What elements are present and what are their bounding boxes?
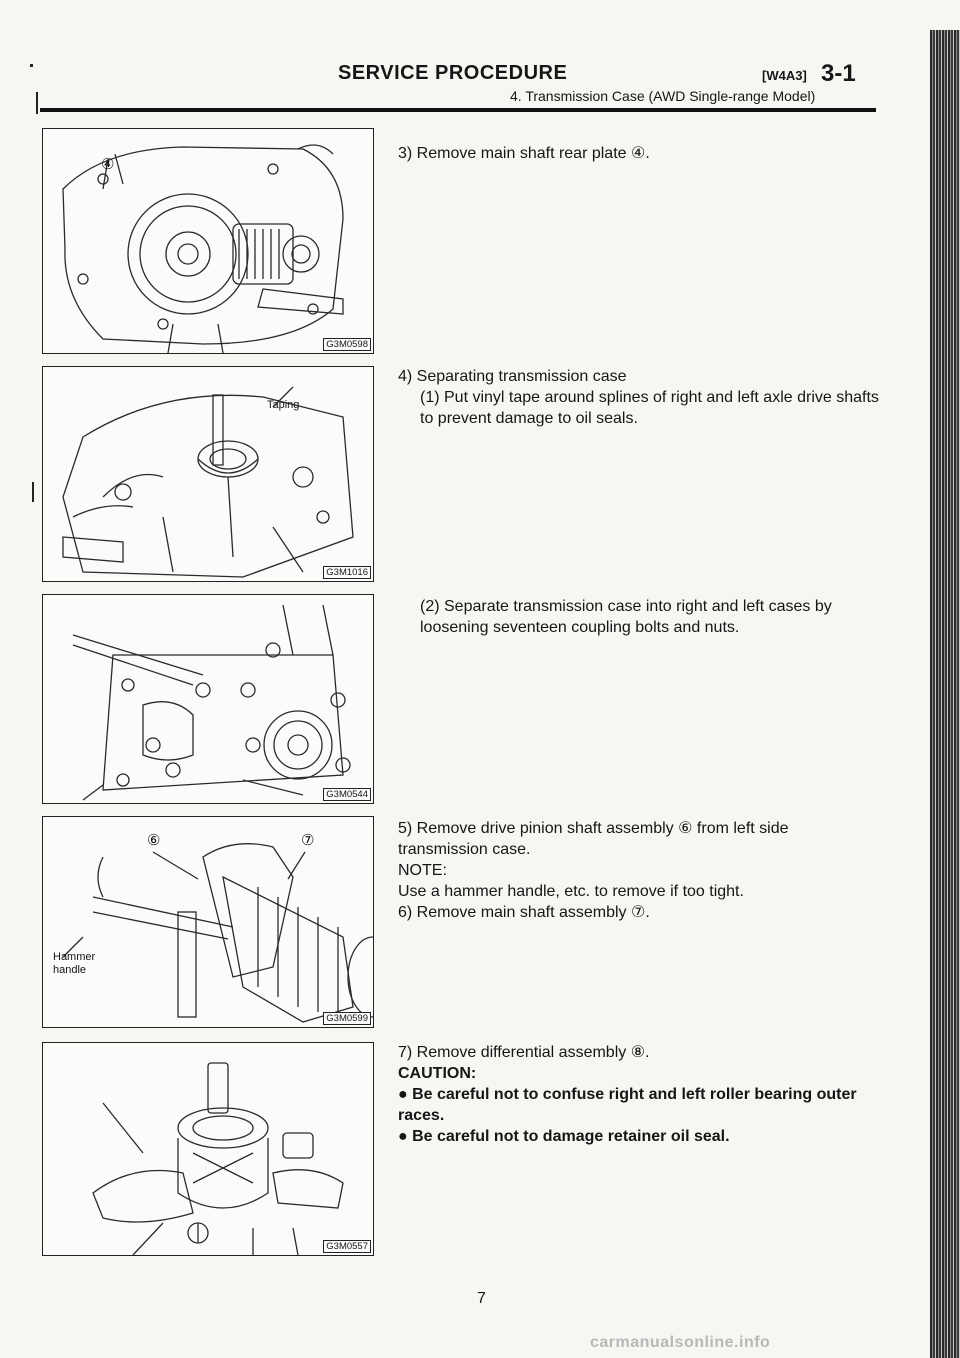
page-header-title: SERVICE PROCEDURE <box>338 62 568 84</box>
step-4-2: (2) Separate transmission case into right and left cases by loosening seventeen coupling bolts and nuts. <box>420 598 832 636</box>
step-4: 4) Separating transmission case <box>398 368 627 385</box>
callout-4: ④ <box>101 156 115 173</box>
case-bolts-illustration <box>43 595 373 803</box>
callout-hammer: Hammer <box>53 951 96 963</box>
callout-6: ⑥ <box>147 832 161 849</box>
figure-id: G3M0598 <box>323 338 371 351</box>
caution-1: ● Be careful not to confuse right and left roller bearing outer races. <box>398 1086 857 1124</box>
steps-5-6-block <box>398 818 880 923</box>
note-text: Use a hammer handle, etc. to remove if too tight. <box>398 883 744 900</box>
step-7-block <box>398 1042 880 1147</box>
transmission-rear-illustration <box>43 129 373 353</box>
step-5: 5) Remove drive pinion shaft assembly ⑥ from left side transmission case. <box>398 820 789 858</box>
scan-edge-artifact <box>930 30 960 1358</box>
differential-illustration <box>43 1043 373 1255</box>
scan-mark <box>36 92 38 114</box>
figure-coupling-bolts <box>42 594 374 804</box>
header-rule <box>40 108 876 112</box>
watermark: carmanualsonline.info <box>590 1334 771 1351</box>
callout-7: ⑦ <box>301 832 315 849</box>
figure-id: G3M0599 <box>323 1012 371 1025</box>
scan-mark <box>30 64 33 67</box>
callout-handle: handle <box>53 964 87 976</box>
figure-main-shaft-rear-plate <box>42 128 374 354</box>
step-7: 7) Remove differential assembly ⑧. <box>398 1044 650 1061</box>
callout-taping: Taping <box>267 399 300 411</box>
note-label: NOTE: <box>398 862 447 879</box>
step-4-block <box>398 366 880 429</box>
figure-differential-assembly <box>42 1042 374 1256</box>
caution-2: ● Be careful not to damage retainer oil seal. <box>398 1128 730 1145</box>
figure-id: G3M0544 <box>323 788 371 801</box>
figure-id: G3M0557 <box>323 1240 371 1253</box>
step-6: 6) Remove main shaft assembly ⑦. <box>398 904 650 921</box>
figure-drive-pinion-main-shaft <box>42 816 374 1028</box>
figure-taping-axle-shafts <box>42 366 374 582</box>
scan-mark <box>32 482 34 502</box>
section-code: [W4A3] <box>762 68 807 83</box>
section-number: 3-1 <box>821 60 856 87</box>
page-subtitle: 4. Transmission Case (AWD Single-range Model) <box>510 88 816 104</box>
case-with-taped-shaft-illustration <box>43 367 373 581</box>
shaft-assemblies-illustration <box>43 817 373 1027</box>
page-number: 7 <box>477 1290 486 1307</box>
step-3-text <box>398 143 880 164</box>
step-3: 3) Remove main shaft rear plate ④. <box>398 145 650 162</box>
figure-id: G3M1016 <box>323 566 371 579</box>
caution-label: CAUTION: <box>398 1065 477 1082</box>
step-4-1: (1) Put vinyl tape around splines of right and left axle drive shafts to prevent damage to oil seals. <box>420 389 879 427</box>
